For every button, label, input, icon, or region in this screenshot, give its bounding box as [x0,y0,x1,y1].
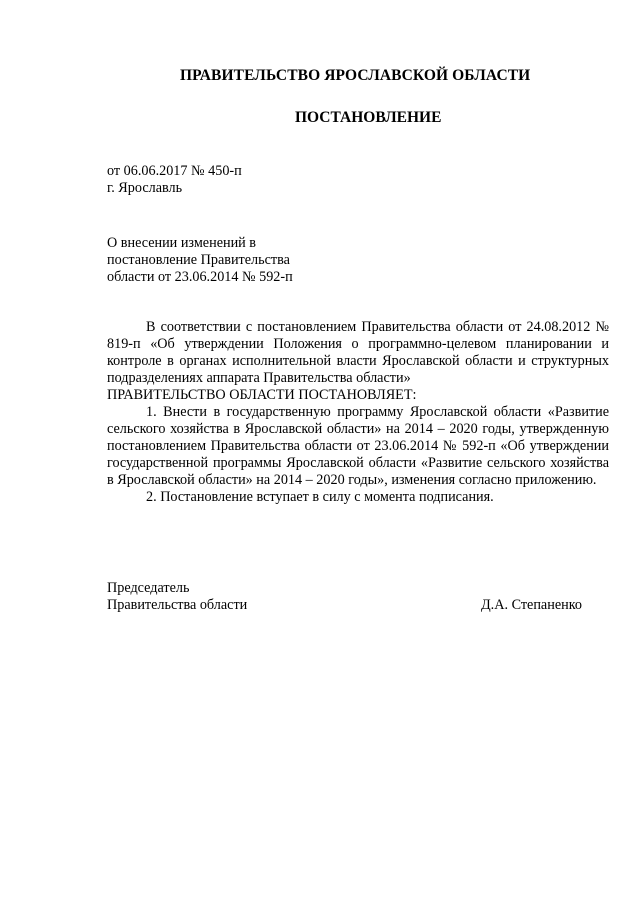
document-date-number: от 06.06.2017 № 450-п [107,163,242,179]
signer-position-line-2: Правительства области [107,597,248,613]
preamble-paragraph: В соответствии с постановлением Правительства области от 24.08.2012 № 819-п «Об утверждении Положения о программно-целевом планировании и контроле в органах исполнительной власти Ярославской области и структурных подразделениях аппарата Правительства области» [107,319,609,386]
document-body [107,319,609,506]
item-1-paragraph: 1. Внести в государственную программу Ярославской области «Развитие сельского хозяйства в Ярославской области» на 2014 – 2020 годы, утвержденную постановлением Правительства области от 23.06.2014 № 592-п «Об утверждении государственной программы Ярославской области «Развитие сельского хозяйства в Ярославской области» на 2014 – 2020 годы», изменения согласно приложению. [107,404,609,488]
subject-line-3: области от 23.06.2014 № 592-п [107,269,293,285]
signer-position-line-1: Председатель [107,580,190,596]
document-city: г. Ярославль [107,180,183,196]
document-type-title: ПОСТАНОВЛЕНИЕ [295,109,442,126]
item-2-paragraph: 2. Постановление вступает в силу с момента подписания. [146,489,494,505]
signer-name: Д.А. Степаненко [481,597,582,613]
resolution-statement: ПРАВИТЕЛЬСТВО ОБЛАСТИ ПОСТАНОВЛЯЕТ: [107,387,417,403]
subject-line-1: О внесении изменений в [107,235,257,251]
subject-line-2: постановление Правительства [107,252,290,268]
organization-title: ПРАВИТЕЛЬСТВО ЯРОСЛАВСКОЙ ОБЛАСТИ [180,67,531,84]
